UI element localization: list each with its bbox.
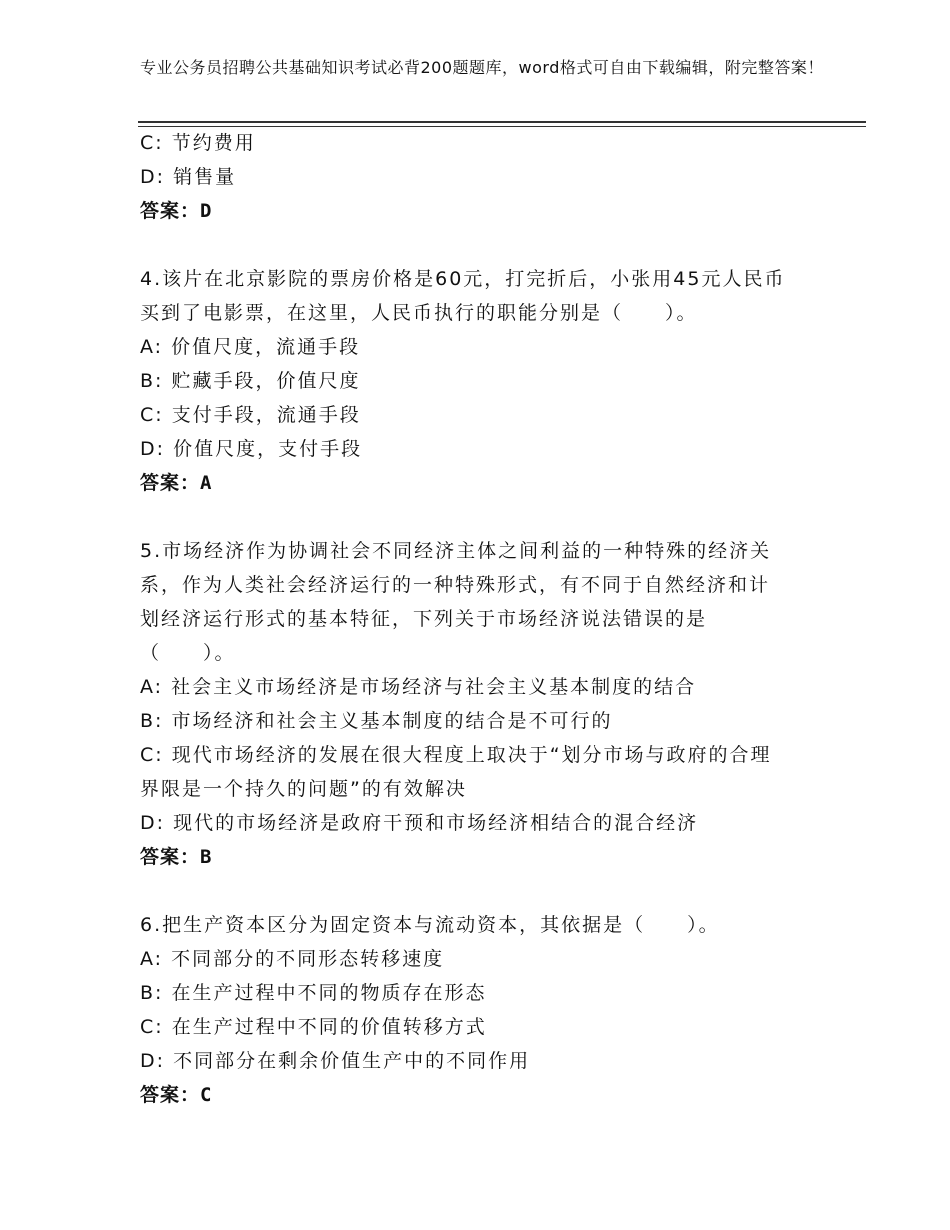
question-stem-line: 6.把生产资本区分为固定资本与流动资本，其依据是（ ）。: [140, 914, 720, 936]
question-stem-line: 5.市场经济作为协调社会不同经济主体之间利益的一种特殊的经济关: [140, 540, 772, 562]
header-text: 专业公务员招聘公共基础知识考试必背200题题库，word格式可自由下载编辑，附完整答案！: [140, 58, 824, 77]
question-stem-line: 划经济运行形式的基本特征，下列关于市场经济说法错误的是: [140, 608, 708, 630]
answer-line: [140, 1078, 820, 1112]
option-c: C: 节约费用: [140, 132, 256, 154]
answer-label: 答案：: [140, 1084, 201, 1106]
question-stem-line: 4.该片在北京影院的票房价格是60元，打完折后，小张用45元人民币: [140, 268, 786, 290]
document-body: [140, 126, 820, 1112]
option-a: A: 社会主义市场经济是市场经济与社会主义基本制度的结合: [140, 676, 697, 698]
question-stem-line: 系，作为人类社会经济运行的一种特殊形式，有不同于自然经济和计: [140, 574, 771, 596]
answer-value: B: [200, 846, 213, 868]
option-a: A: 价值尺度，流通手段: [140, 336, 361, 358]
question-4: [140, 262, 820, 500]
header-rule-thick: [138, 121, 866, 123]
option-c: C: 在生产过程中不同的价值转移方式: [140, 1016, 487, 1038]
answer-line: [140, 840, 820, 874]
answer-line: [140, 466, 820, 500]
answer-label: 答案：: [140, 200, 201, 222]
document-header: [140, 56, 860, 80]
spacer: [140, 228, 820, 262]
answer-label: 答案：: [140, 472, 201, 494]
question-stem-line: 买到了电影票，在这里，人民币执行的职能分别是（ ）。: [140, 302, 698, 324]
option-b: B: 贮藏手段，价值尺度: [140, 370, 361, 392]
spacer: [140, 874, 820, 908]
option-d: D: 不同部分在剩余价值生产中的不同作用: [140, 1050, 531, 1072]
option-d: D: 销售量: [140, 166, 237, 188]
option-d: D: 价值尺度，支付手段: [140, 438, 363, 460]
option-c: C: 现代市场经济的发展在很大程度上取决于“划分市场与政府的合理: [140, 744, 772, 766]
partial-question: [140, 126, 820, 228]
question-6: [140, 908, 820, 1112]
spacer: [140, 500, 820, 534]
answer-label: 答案：: [140, 846, 201, 868]
answer-line: [140, 194, 820, 228]
option-b: B: 市场经济和社会主义基本制度的结合是不可行的: [140, 710, 613, 732]
answer-value: A: [200, 472, 213, 494]
answer-value: C: [200, 1084, 213, 1106]
question-stem-line: （ ）。: [140, 642, 236, 664]
option-c-continued: 界限是一个持久的问题”的有效解决: [140, 778, 467, 800]
question-5: [140, 534, 820, 874]
option-b: B: 在生产过程中不同的物质存在形态: [140, 982, 487, 1004]
option-d: D: 现代的市场经济是政府干预和市场经济相结合的混合经济: [140, 812, 699, 834]
answer-value: D: [200, 200, 213, 222]
option-c: C: 支付手段，流通手段: [140, 404, 361, 426]
option-a: A: 不同部分的不同形态转移速度: [140, 948, 445, 970]
